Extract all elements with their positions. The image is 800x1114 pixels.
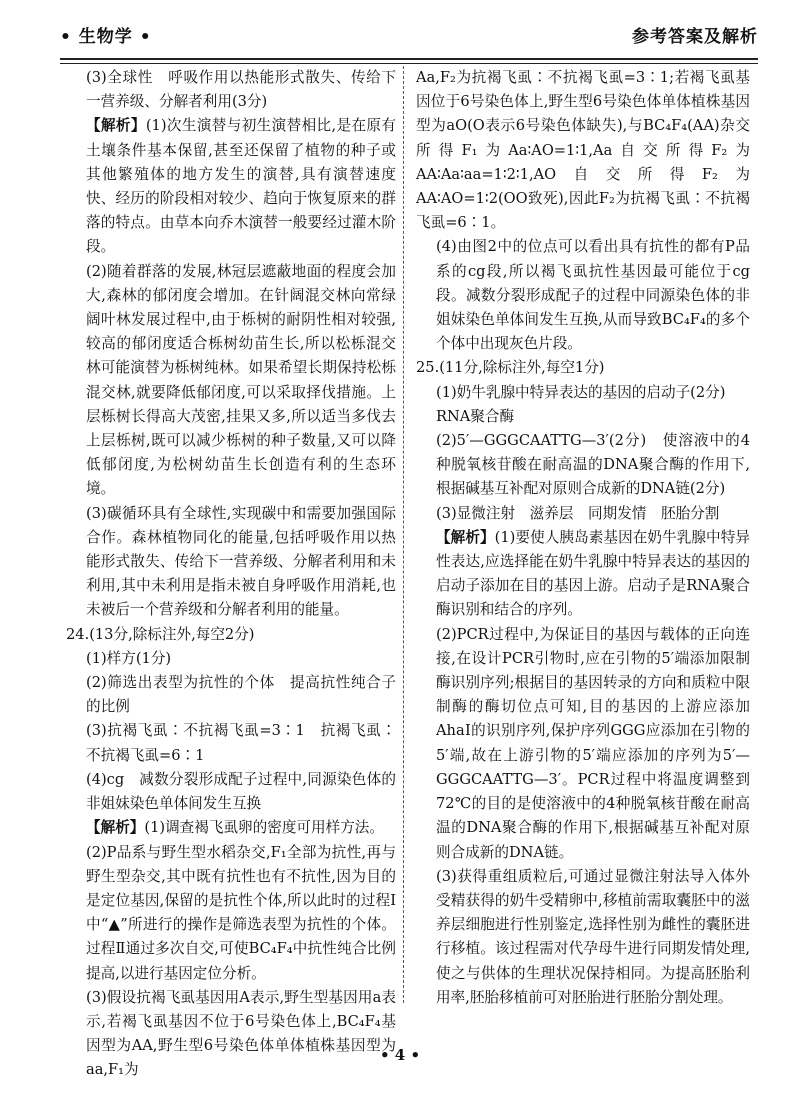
answer-paragraph <box>66 841 396 986</box>
analysis-paragraph <box>416 526 750 623</box>
left-column <box>66 66 396 1083</box>
paragraph-text: (3)碳循环具有全球性,实现碳中和需要加强国际合作。森林植物同化的能量,包括呼吸作用以热能形式散失、传给下一营养级、分解者利用和未利用,其中未利用是指未被自身呼吸作用消耗,也未被后一个营养级和分解者利用的能量。 <box>86 504 396 619</box>
continued-paragraph <box>416 66 750 235</box>
answer-paragraph <box>416 623 750 865</box>
paragraph-text: (1)要使人胰岛素基因在奶牛乳腺中特异性表达,应选择能在奶牛乳腺中特异表达的基因的启动子添加在目的基因上游。启动子是RNA聚合酶识别和结合的序列。 <box>436 528 750 619</box>
page-header <box>60 12 758 54</box>
answer-paragraph <box>416 429 750 502</box>
paragraph-text: Aa,F₂为抗褐飞虱∶不抗褐飞虱=3∶1;若褐飞虱基因位于6号染色体上,野生型6号染色体单体植株基因型为aO(O表示6号染色体缺失),与BC₄F₄(AA)杂交所得F₁为Aa∶AO=1∶1,Aa自交所得F₂为AA∶Aa∶aa=1∶2∶1,AO自交所得F₂为AA∶AO=1∶2(OO致死),因此F₂为抗褐飞虱∶不抗褐飞虱=6∶1。 <box>416 69 750 232</box>
answer-paragraph <box>66 719 396 767</box>
paragraph-text: (4)由图2中的位点可以看出具有抗性的都有P品系的cg段,所以褐飞虱抗性基因最可能位于cg段。减数分裂形成配子的过程中同源染色体的非姐妹染色单体间发生互换,从而导致BC₄F₄的多个个体中出现灰色片段。 <box>436 238 750 353</box>
paragraph-text: (3)抗褐飞虱∶不抗褐飞虱=3∶1 抗褐飞虱∶不抗褐飞虱=6∶1 <box>86 722 396 764</box>
paragraph-text: 24.(13分,除标注外,每空2分) <box>66 625 255 643</box>
answer-paragraph <box>416 405 750 429</box>
paragraph-text: 25.(11分,除标注外,每空1分) <box>416 359 605 377</box>
answer-paragraph <box>66 671 396 719</box>
page-number: • 4 • <box>379 1046 421 1064</box>
paragraph-text: (2)P品系与野生型水稻杂交,F₁全部为抗性,再与野生型杂交,其中既有抗性也有不抗性,因为目的是定位基因,保留的是抗性个体,所以此时的过程Ⅰ中“▲”所进行的操作是筛选表型为抗性的个体。过程Ⅱ通过多次自交,可使BC₄F₄中抗性纯合比例提高,以进行基因定位分析。 <box>86 843 396 982</box>
paragraph-text: (1)奶牛乳腺中特异表达的基因的启动子(2分) <box>436 383 726 401</box>
paragraph-text: (2)5′—GGGCAATTG—3′(2分) 使溶液中的4种脱氧核苷酸在耐高温的DNA聚合酶的作用下,根据碱基互补配对原则合成新的DNA链(2分) <box>436 432 750 498</box>
paragraph-text: (3)获得重组质粒后,可通过显微注射法导入体外受精获得的奶牛受精卵中,移植前需取囊胚中的滋养层细胞进行性别鉴定,选择性别为雌性的囊胚进行移植。该过程需对代孕母牛进行同期发情处理,使之与供体的生理状况保持相同。为提高胚胎利用率,胚胎移植前可对胚胎进行胚胎分割处理。 <box>436 867 750 1006</box>
paragraph-text: (3)显微注射 滋养层 同期发情 胚胎分割 <box>436 504 720 522</box>
right-column <box>416 66 750 1010</box>
analysis-paragraph <box>66 114 396 259</box>
header-rule-thin <box>60 63 758 64</box>
paragraph-text: (1)调查褐飞虱卵的密度可用样方法。 <box>144 819 384 837</box>
answer-paragraph <box>66 260 396 502</box>
paragraph-text: (1)次生演替与初生演替相比,是在原有土壤条件基本保留,甚至还保留了植物的种子或其他繁殖体的地方发生的演替,具有演替速度快、经历的阶段相对较少、趋向于恢复原来的群落的特点。由草本向乔木演替一般要经过灌木阶段。 <box>86 117 396 256</box>
answer-key-title: 参考答案及解析 <box>632 27 758 47</box>
answer-paragraph <box>66 66 396 114</box>
paragraph-text: (2)随着群落的发展,林冠层遮蔽地面的程度会加大,森林的郁闭度会增加。在针阔混交林向常绿阔叶林发展过程中,由于栎树的耐阴性相对较强,较高的郁闭度适合栎树幼苗生长,所以松栎混交林可能演替为栎树纯林。如果希望长期保持松栎混交林,就要降低郁闭度,可以采取择伐措施。上层栎树长得高大茂密,挂果又多,所以适当多伐去上层栎树,既可以减少栎树的种子数量,又可以降低郁闭度,为松树幼苗生长创造有利的生态环境。 <box>86 262 396 498</box>
paragraph-text: RNA聚合酶 <box>436 407 515 425</box>
paragraph-text: (3)假设抗褐飞虱基因用A表示,野生型基因用a表示,若褐飞虱基因不位于6号染色体上,BC₄F₄基因型为AA,野生型6号染色体单体植株基因型为aa,F₁为 <box>86 988 396 1079</box>
analysis-tag: 【解析】 <box>86 819 145 837</box>
column-divider <box>403 66 404 1003</box>
subject-title: • 生物学 • <box>60 27 152 47</box>
paragraph-text: (4)cg 减数分裂形成配子过程中,同源染色体的非姐妹染色单体间发生互换 <box>86 770 396 813</box>
question-heading <box>416 356 750 380</box>
analysis-tag: 【解析】 <box>436 528 495 546</box>
header-rule-thick <box>60 58 758 60</box>
answer-paragraph <box>66 986 396 1083</box>
answer-paragraph <box>66 647 396 671</box>
answer-paragraph <box>416 502 750 526</box>
analysis-tag: 【解析】 <box>86 117 146 135</box>
answer-paragraph <box>66 768 396 816</box>
paragraph-text: (1)样方(1分) <box>86 649 172 667</box>
paragraph-text: (2)筛选出表型为抗性的个体 提高抗性纯合子的比例 <box>86 674 396 716</box>
answer-paragraph <box>66 502 396 623</box>
paragraph-text: (3)全球性 呼吸作用以热能形式散失、传给下一营养级、分解者利用(3分) <box>86 69 396 111</box>
paragraph-text: (2)PCR过程中,为保证目的基因与载体的正向连接,在设计PCR引物时,应在引物的5′端添加限制酶识别序列;根据目的基因转录的方向和质粒中限制酶的酶切位点可知,目的基因的上游应添加AhaⅠ的识别序列,保护序列GGG应添加在引物的5′端,故在上游引物的5′端应添加的序列为5′—GGGCAATTG—3′。PCR过程中将温度调整到72℃的目的是使溶液中的4种脱氧核苷酸在耐高温的DNA聚合酶的作用下,根据碱基互补配对原则合成新的DNA链。 <box>436 625 750 861</box>
question-heading <box>66 623 396 647</box>
answer-paragraph <box>416 381 750 405</box>
answer-paragraph <box>416 235 750 356</box>
answer-paragraph <box>416 865 750 1010</box>
analysis-paragraph <box>66 816 396 840</box>
